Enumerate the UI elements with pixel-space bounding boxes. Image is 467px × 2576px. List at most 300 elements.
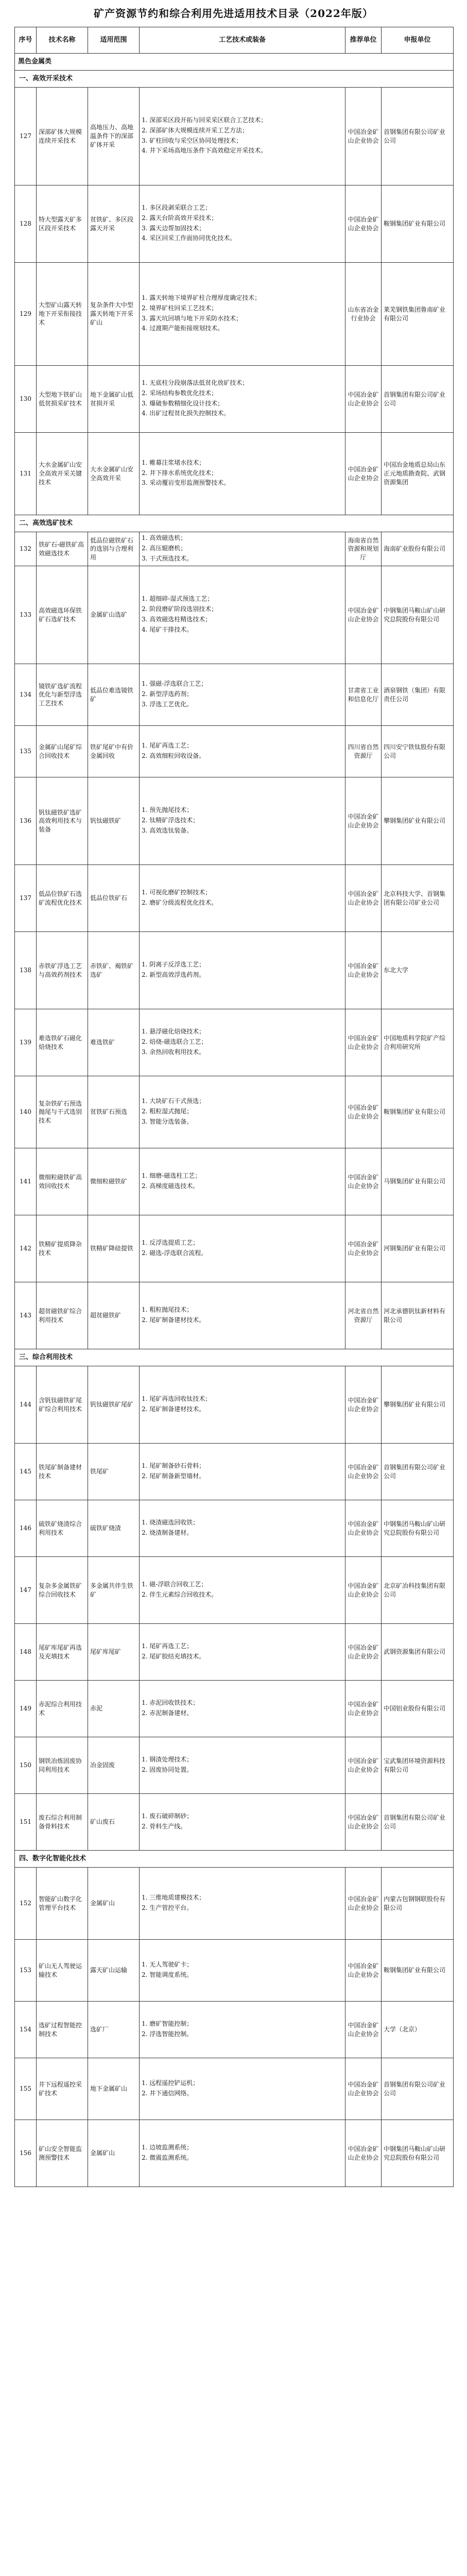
- table-row: [15, 1681, 454, 1737]
- subcategory-label: 四、数字化智能化技术: [15, 1851, 454, 1868]
- recommender-text: 中国冶金矿山企业协会: [345, 1366, 382, 1444]
- table-row: [15, 2058, 454, 2120]
- tech-item: 3. 高效选钛装备。: [142, 826, 193, 834]
- recommender-text: 中国冶金矿山企业协会: [345, 1500, 382, 1557]
- scope-text: 铁精矿降硅提铁: [88, 1215, 140, 1282]
- tech-item: 1. 尾矿制备砂石骨料；: [142, 1462, 205, 1470]
- table-row: [15, 1009, 454, 1076]
- scope-text: 多金属共伴生铁矿: [88, 1557, 140, 1624]
- tech-name: 矿山安全智能监测预警技术: [37, 2120, 88, 2187]
- tech-item: 2. 井下通信网络。: [142, 2089, 193, 2097]
- tech-process-list: [140, 1681, 345, 1737]
- tech-process-list: [140, 865, 345, 932]
- applicant-text: 四川安宁铁钛股份有限公司: [382, 726, 454, 777]
- table-body: [15, 54, 454, 2187]
- row-number: 134: [15, 664, 37, 726]
- tech-item: 2. 高效细粒回收设备。: [142, 752, 205, 759]
- tech-name: 大水金属矿山安全高效开采关键技术: [37, 433, 88, 515]
- row-number: 153: [15, 1940, 37, 2002]
- tech-item: 2. 尾矿制备建材技术。: [142, 1316, 205, 1324]
- tech-name: 大型地下铁矿山低贫损采矿技术: [37, 366, 88, 433]
- tech-name: 尾矿库尾矿再选及充填技术: [37, 1624, 88, 1681]
- catalog-table: [14, 27, 454, 2187]
- tech-item: 1. 尾矿再选工艺；: [142, 742, 193, 750]
- recommender-text: 中国冶金矿山企业协会: [345, 1009, 382, 1076]
- applicant-text: 鞍钢集团矿业有限公司: [382, 185, 454, 263]
- tech-item: 1. 无底柱分段崩落法低贫化放矿技术；: [142, 379, 249, 386]
- tech-name: 大型矿山露天转地下开采衔接技术: [37, 263, 88, 366]
- recommender-text: 中国冶金矿山企业协会: [345, 932, 382, 1009]
- recommender-text: 中国冶金矿山企业协会: [345, 433, 382, 515]
- table-row: [15, 1557, 454, 1624]
- applicant-text: 首钢集团有限公司矿业公司: [382, 366, 454, 433]
- row-number: 141: [15, 1148, 37, 1215]
- recommender-text: 四川省自然资源厅: [345, 726, 382, 777]
- applicant-text: 宝武集团环境资源科技有限公司: [382, 1737, 454, 1794]
- table-row: [15, 2120, 454, 2187]
- row-number: 128: [15, 185, 37, 263]
- row-number: 133: [15, 566, 37, 664]
- tech-item: 2. 浮选智能控制。: [142, 2030, 193, 2038]
- row-number: 151: [15, 1794, 37, 1851]
- scope-text: 钒钛磁铁矿: [88, 777, 140, 865]
- tech-item: 1. 帷幕注浆堵水技术；: [142, 459, 205, 466]
- table-row: [15, 2002, 454, 2058]
- tech-name: 深部矿体大规模连续开采技术: [37, 88, 88, 185]
- tech-item: 1. 粗粒抛尾技术；: [142, 1306, 193, 1314]
- recommender-text: 中国冶金矿山企业协会: [345, 185, 382, 263]
- tech-name: 含钒钛磁铁矿尾矿综合利用技术: [37, 1366, 88, 1444]
- recommender-text: 中国冶金矿山企业协会: [345, 1624, 382, 1681]
- recommender-text: 中国冶金矿山企业协会: [345, 1076, 382, 1148]
- tech-item: 2. 新型浮选药剂；: [142, 690, 193, 698]
- tech-name: 复杂多金属铁矿综合回收技术: [37, 1557, 88, 1624]
- tech-item: 1. 反浮选提质工艺；: [142, 1239, 199, 1247]
- scope-text: 超贫磁铁矿: [88, 1282, 140, 1349]
- scope-text: 赤铁矿、褐铁矿选矿: [88, 932, 140, 1009]
- tech-item: 3. 爆破参数精细化设计技术；: [142, 399, 224, 407]
- row-number: 146: [15, 1500, 37, 1557]
- tech-item: 4. 出矿过程贫化损失控制技术。: [142, 410, 230, 417]
- tech-item: 1. 三维地质建模技术；: [142, 1894, 205, 1902]
- tech-process-list: [140, 1940, 345, 2002]
- tech-process-list: [140, 1444, 345, 1500]
- table-header-row: [15, 27, 454, 54]
- tech-process-list: [140, 1557, 345, 1624]
- recommender-text: 河北省自然资源厅: [345, 1282, 382, 1349]
- row-number: 137: [15, 865, 37, 932]
- row-number: 140: [15, 1076, 37, 1148]
- recommender-text: 中国冶金矿山企业协会: [345, 1681, 382, 1737]
- applicant-text: 北京科技大学、首钢集团有限公司矿业公司: [382, 865, 454, 932]
- row-number: 129: [15, 263, 37, 366]
- subcategory-label: 三、综合利用技术: [15, 1349, 454, 1366]
- applicant-text: 攀钢集团矿业有限公司: [382, 1366, 454, 1444]
- scope-text: 铁尾矿: [88, 1444, 140, 1500]
- subcategory-row: [15, 1349, 454, 1366]
- applicant-text: 首钢集团有限公司矿业公司: [382, 1444, 454, 1500]
- table-row: [15, 185, 454, 263]
- tech-item: 3. 智能分选装备。: [142, 1117, 193, 1125]
- tech-item: 1. 悬浮磁化焙烧技术；: [142, 1028, 205, 1036]
- tech-item: 1. 可视化磨矿控制技术；: [142, 889, 212, 896]
- applicant-text: 首钢集团有限公司矿业公司: [382, 2058, 454, 2120]
- tech-item: 4. 井下采场高地压条件下高效稳定开采技术。: [142, 147, 267, 155]
- scope-text: 低品位难选镜铁矿: [88, 664, 140, 726]
- recommender-text: 甘肃省工业和信息化厅: [345, 664, 382, 726]
- row-number: 156: [15, 2120, 37, 2187]
- table-row: [15, 1148, 454, 1215]
- tech-process-list: [140, 366, 345, 433]
- tech-item: 2. 固废协同处置。: [142, 1766, 193, 1773]
- tech-item: 2. 烧渣制备建材。: [142, 1529, 193, 1536]
- row-number: 152: [15, 1868, 37, 1940]
- applicant-text: 中国冶金地质总局山东正元地质勘查院、武钢资源集团: [382, 433, 454, 515]
- tech-process-list: [140, 1076, 345, 1148]
- applicant-text: 马钢集团矿业有限公司: [382, 1148, 454, 1215]
- row-number: 138: [15, 932, 37, 1009]
- recommender-text: 中国冶金矿山企业协会: [345, 1444, 382, 1500]
- tech-item: 2. 深部矿体大规模连续开采工艺方法；: [142, 126, 249, 134]
- tech-item: 1. 细磨-磁选柱工艺；: [142, 1172, 201, 1180]
- applicant-text: 北京矿冶科技集团有限公司: [382, 1557, 454, 1624]
- tech-item: 2. 高压辊磨机；: [142, 544, 187, 552]
- tech-process-list: [140, 1148, 345, 1215]
- scope-text: 大水金属矿山安全高效开采: [88, 433, 140, 515]
- tech-item: 2. 境界矿柱回采工艺技术；: [142, 304, 218, 312]
- table-row: [15, 263, 454, 366]
- row-number: 150: [15, 1737, 37, 1794]
- tech-name: 选矿过程智能控制技术: [37, 2002, 88, 2058]
- applicant-text: 首钢集团有限公司矿业公司: [382, 1794, 454, 1851]
- tech-item: 2. 焙烧-磁选联合工艺；: [142, 1038, 207, 1045]
- table-row: [15, 932, 454, 1009]
- tech-name: 矿山无人驾驶运输技术: [37, 1940, 88, 2002]
- tech-item: 1. 大块矿石干式预选；: [142, 1097, 205, 1105]
- scope-text: 选矿厂: [88, 2002, 140, 2058]
- tech-process-list: [140, 777, 345, 865]
- applicant-text: 中钢集团马鞍山矿山研究总院股份有限公司: [382, 566, 454, 664]
- scope-text: 铁矿尾矿中有价金属回收: [88, 726, 140, 777]
- applicant-text: 东北大学: [382, 932, 454, 1009]
- tech-item: 1. 边坡监测系统；: [142, 2144, 193, 2151]
- tech-item: 2. 智能调度系统。: [142, 1971, 193, 1978]
- tech-process-list: [140, 88, 345, 185]
- recommender-text: 中国冶金矿山企业协会: [345, 2120, 382, 2187]
- tech-item: 3. 矿柱回收与采空区协同处理技术；: [142, 137, 243, 144]
- applicant-text: 鞍钢集团矿业有限公司: [382, 1940, 454, 2002]
- row-number: 130: [15, 366, 37, 433]
- applicant-text: 内蒙古包钢钢联股份有限公司: [382, 1868, 454, 1940]
- col-header-scope: 适用范围: [88, 27, 140, 54]
- tech-item: 2. 生产管控平台。: [142, 1904, 193, 1911]
- scope-text: 尾矿库尾矿: [88, 1624, 140, 1681]
- recommender-text: 中国冶金矿山企业协会: [345, 1868, 382, 1940]
- tech-item: 2. 微震监测系统。: [142, 2154, 193, 2161]
- scope-text: 硫铁矿烧渣: [88, 1500, 140, 1557]
- tech-process-list: [140, 1794, 345, 1851]
- tech-process-list: [140, 1500, 345, 1557]
- tech-name: 铁精矿提质降杂技术: [37, 1215, 88, 1282]
- scope-text: 矿山废石: [88, 1794, 140, 1851]
- row-number: 149: [15, 1681, 37, 1737]
- tech-name: 智能矿山数字化管理平台技术: [37, 1868, 88, 1940]
- tech-item: 1. 深部采区段开拓与回采采区联合工艺技术；: [142, 116, 267, 124]
- row-number: 131: [15, 433, 37, 515]
- subcategory-row: [15, 1851, 454, 1868]
- scope-text: 地下金属矿山低贫损开采: [88, 366, 140, 433]
- col-header-recommender: 推荐单位: [345, 27, 382, 54]
- table-row: [15, 366, 454, 433]
- recommender-text: 中国冶金矿山企业协会: [345, 1737, 382, 1794]
- tech-item: 1. 废石破碎制砂；: [142, 1812, 193, 1820]
- recommender-text: 中国冶金矿山企业协会: [345, 566, 382, 664]
- scope-text: 复杂条件大中型露天转地下开采矿山: [88, 263, 140, 366]
- recommender-text: 中国冶金矿山企业协会: [345, 2002, 382, 2058]
- recommender-text: 中国冶金矿山企业协会: [345, 1557, 382, 1624]
- recommender-text: 中国冶金矿山企业协会: [345, 1940, 382, 2002]
- tech-item: 1. 磁-浮联合回收工艺；: [142, 1581, 207, 1588]
- tech-item: 2. 磁选-浮选联合流程。: [142, 1249, 207, 1257]
- tech-item: 4. 采区回采工作面协同优化技术。: [142, 234, 236, 242]
- row-number: 145: [15, 1444, 37, 1500]
- tech-item: 1. 强磁-浮选联合工艺；: [142, 680, 207, 688]
- tech-name: 钒钛磁铁矿选矿高效利用技术与装备: [37, 777, 88, 865]
- scope-text: 露天矿山运输: [88, 1940, 140, 2002]
- tech-name: 钢铁冶炼固废协同利用技术: [37, 1737, 88, 1794]
- tech-name: 金属矿山尾矿综合回收技术: [37, 726, 88, 777]
- col-header-applicant: 申报单位: [382, 27, 454, 54]
- recommender-text: 山东省冶金行业协会: [345, 263, 382, 366]
- tech-item: 1. 烧渣磁选回收铁；: [142, 1519, 199, 1527]
- tech-item: 2. 露天台阶高效开采技术；: [142, 214, 218, 222]
- tech-process-list: [140, 1215, 345, 1282]
- tech-name: 赤铁矿浮选工艺与高效药剂技术: [37, 932, 88, 1009]
- tech-name: 高效磁选环保铁矿石选矿技术: [37, 566, 88, 664]
- subcategory-label: 二、高效选矿技术: [15, 515, 454, 532]
- tech-item: 1. 阴离子反浮选工艺；: [142, 961, 205, 969]
- table-row: [15, 1868, 454, 1940]
- applicant-text: 大学（北京）: [382, 2002, 454, 2058]
- tech-name: 低品位铁矿石选矿流程优化技术: [37, 865, 88, 932]
- tech-name: 废石综合利用制备骨料技术: [37, 1794, 88, 1851]
- row-number: 127: [15, 88, 37, 185]
- table-row: [15, 777, 454, 865]
- col-header-no: 序号: [15, 27, 37, 54]
- tech-name: 超贫磁铁矿综合利用技术: [37, 1282, 88, 1349]
- recommender-text: 中国冶金矿山企业协会: [345, 2058, 382, 2120]
- table-row: [15, 1500, 454, 1557]
- tech-item: 1. 高效磁选机；: [142, 534, 187, 541]
- scope-text: 低品位铁矿石: [88, 865, 140, 932]
- scope-text: 金属矿山: [88, 2120, 140, 2187]
- tech-item: 2. 新型高效浮选药剂。: [142, 971, 205, 978]
- tech-process-list: [140, 1737, 345, 1794]
- tech-item: 2. 粗粒湿式抛尾；: [142, 1107, 193, 1115]
- row-number: 142: [15, 1215, 37, 1282]
- tech-item: 3. 露天坑回填与地下开采防水技术；: [142, 314, 243, 322]
- tech-process-list: [140, 433, 345, 515]
- row-number: 143: [15, 1282, 37, 1349]
- tech-name: 硫铁矿烧渣综合利用技术: [37, 1500, 88, 1557]
- tech-item: 1. 钢渣处理技术；: [142, 1756, 193, 1764]
- table-row: [15, 1366, 454, 1444]
- row-number: 148: [15, 1624, 37, 1681]
- tech-item: 4. 过渡期产能衔接规划技术。: [142, 325, 224, 332]
- tech-item: 1. 赤泥回收铁技术；: [142, 1699, 199, 1707]
- recommender-text: 中国冶金矿山企业协会: [345, 88, 382, 185]
- tech-item: 2. 尾矿胶结充填技术。: [142, 1652, 205, 1660]
- tech-process-list: [140, 932, 345, 1009]
- scope-text: 高地压力、高地温条件下的深部矿体开采: [88, 88, 140, 185]
- row-number: 135: [15, 726, 37, 777]
- tech-item: 2. 井下排水系统优化技术；: [142, 469, 218, 477]
- applicant-text: 武钢资源集团有限公司: [382, 1624, 454, 1681]
- applicant-text: 攀钢集团矿业有限公司: [382, 777, 454, 865]
- subcategory-row: [15, 71, 454, 88]
- tech-item: 2. 采场结构参数优化技术；: [142, 389, 218, 397]
- table-row: [15, 726, 454, 777]
- tech-process-list: [140, 185, 345, 263]
- tech-item: 2. 尾矿制备新型墙材。: [142, 1472, 205, 1480]
- tech-process-list: [140, 1282, 345, 1349]
- tech-process-list: [140, 2002, 345, 2058]
- tech-item: 3. 余热回收利用技术。: [142, 1048, 205, 1056]
- applicant-text: 中钢集团马鞍山矿山研究总院股份有限公司: [382, 1500, 454, 1557]
- tech-name: 特大型露天矿多区段开采技术: [37, 185, 88, 263]
- table-row: [15, 865, 454, 932]
- tech-item: 2. 伴生元素综合回收技术。: [142, 1590, 218, 1598]
- tech-item: 1. 无人驾驶矿卡；: [142, 1961, 193, 1969]
- tech-item: 1. 远程遥控铲运机；: [142, 2079, 199, 2087]
- tech-process-list: [140, 664, 345, 726]
- tech-process-list: [140, 1868, 345, 1940]
- table-row: [15, 664, 454, 726]
- tech-item: 4. 尾矿干排技术。: [142, 625, 193, 633]
- document-title: 矿产资源节约和综合利用先进适用技术目录（2022年版）: [94, 7, 373, 20]
- recommender-text: 中国冶金矿山企业协会: [345, 1215, 382, 1282]
- tech-item: 3. 干式预选技术。: [142, 554, 193, 562]
- table-row: [15, 1737, 454, 1794]
- applicant-text: 莱芜钢铁集团鲁南矿业有限公司: [382, 263, 454, 366]
- table-row: [15, 1076, 454, 1148]
- recommender-text: 中国冶金矿山企业协会: [345, 865, 382, 932]
- category-label: 黑色金属类: [15, 54, 454, 71]
- recommender-text: 中国冶金矿山企业协会: [345, 366, 382, 433]
- tech-name: 复杂铁矿石预选抛尾与干式选别技术: [37, 1076, 88, 1148]
- row-number: 154: [15, 2002, 37, 2058]
- scope-text: 贫铁矿、多区段露天开采: [88, 185, 140, 263]
- row-number: 136: [15, 777, 37, 865]
- scope-text: 赤泥: [88, 1681, 140, 1737]
- tech-item: 2. 骨料生产线。: [142, 1822, 187, 1830]
- tech-item: 1. 磨矿智能控制；: [142, 2020, 193, 2028]
- tech-item: 1. 尾矿再选回收钛技术；: [142, 1395, 212, 1403]
- tech-process-list: [140, 1366, 345, 1444]
- tech-item: 1. 尾矿再选工艺；: [142, 1642, 193, 1650]
- applicant-text: 河北承德钒钛新材料有限公司: [382, 1282, 454, 1349]
- table-row: [15, 566, 454, 664]
- applicant-text: 中国铝业股份有限公司: [382, 1681, 454, 1737]
- tech-process-list: [140, 2120, 345, 2187]
- tech-name: 铁尾矿制备建材技术: [37, 1444, 88, 1500]
- applicant-text: 海南矿业股份有限公司: [382, 532, 454, 566]
- table-row: [15, 1624, 454, 1681]
- scope-text: 金属矿山选矿: [88, 566, 140, 664]
- recommender-text: 中国冶金矿山企业协会: [345, 1148, 382, 1215]
- col-header-tech: 工艺技术或装备: [140, 27, 345, 54]
- tech-name: 铁矿石-磁铁矿高效磁选技术: [37, 532, 88, 566]
- scope-text: 贫铁矿石预选: [88, 1076, 140, 1148]
- scope-text: 冶金固废: [88, 1737, 140, 1794]
- recommender-text: 中国冶金矿山企业协会: [345, 777, 382, 865]
- scope-text: 难选铁矿: [88, 1009, 140, 1076]
- tech-process-list: [140, 2058, 345, 2120]
- tech-process-list: [140, 1009, 345, 1076]
- applicant-text: 鞍钢集团矿业有限公司: [382, 1076, 454, 1148]
- table-row: [15, 88, 454, 185]
- tech-item: 2. 高梯度磁选技术。: [142, 1182, 199, 1190]
- tech-item: 3. 浮选工艺优化。: [142, 700, 193, 708]
- tech-process-list: [140, 566, 345, 664]
- table-row: [15, 532, 454, 566]
- tech-name: 微细粒磁铁矿高效回收技术: [37, 1148, 88, 1215]
- tech-item: 3. 露天边帮加固技术；: [142, 224, 205, 232]
- tech-item: 1. 预先抛尾技术；: [142, 806, 193, 814]
- recommender-text: 中国冶金矿山企业协会: [345, 1794, 382, 1851]
- table-row: [15, 433, 454, 515]
- tech-item: 2. 尾矿制备建材技术。: [142, 1405, 205, 1413]
- tech-name: 井下远程遥控采矿技术: [37, 2058, 88, 2120]
- tech-name: 镜铁矿选矿流程优化与新型浮选工艺技术: [37, 664, 88, 726]
- tech-item: 2. 钛精矿浮选技术；: [142, 816, 199, 824]
- category-row: [15, 54, 454, 71]
- tech-item: 2. 磨矿分级流程优化技术。: [142, 899, 218, 906]
- tech-item: 2. 赤泥制备建材。: [142, 1709, 193, 1717]
- scope-text: 金属矿山: [88, 1868, 140, 1940]
- table-row: [15, 1282, 454, 1349]
- tech-process-list: [140, 726, 345, 777]
- tech-name: 赤泥综合利用技术: [37, 1681, 88, 1737]
- table-row: [15, 1215, 454, 1282]
- tech-item: 1. 露天转地下境界矿柱合理厚度确定技术；: [142, 294, 261, 301]
- scope-text: 低品位磁铁矿石的选别与合理利用: [88, 532, 140, 566]
- row-number: 144: [15, 1366, 37, 1444]
- recommender-text: 海南省自然资源和规划厅: [345, 532, 382, 566]
- applicant-text: 中国地质科学院矿产综合利用研究所: [382, 1009, 454, 1076]
- row-number: 147: [15, 1557, 37, 1624]
- tech-process-list: [140, 532, 345, 566]
- subcategory-row: [15, 515, 454, 532]
- subcategory-label: 一、高效开采技术: [15, 71, 454, 88]
- applicant-text: 首钢集团有限公司矿业公司: [382, 88, 454, 185]
- applicant-text: 中钢集团马鞍山矿山研究总院股份有限公司: [382, 2120, 454, 2187]
- table-row: [15, 1940, 454, 2002]
- tech-process-list: [140, 1624, 345, 1681]
- tech-process-list: [140, 263, 345, 366]
- scope-text: 微细粒磁铁矿: [88, 1148, 140, 1215]
- row-number: 155: [15, 2058, 37, 2120]
- applicant-text: 河钢集团矿业有限公司: [382, 1215, 454, 1282]
- tech-item: 3. 高效磁选柱精选技术；: [142, 615, 212, 623]
- scope-text: 钒钛磁铁矿尾矿: [88, 1366, 140, 1444]
- tech-item: 3. 采动覆岩变形监测预警技术。: [142, 479, 230, 487]
- row-number: 139: [15, 1009, 37, 1076]
- tech-name: 难选铁矿石磁化焙烧技术: [37, 1009, 88, 1076]
- table-row: [15, 1794, 454, 1851]
- tech-item: 2. 阶段磨矿阶段选别技术；: [142, 605, 218, 613]
- col-header-name: 技术名称: [37, 27, 88, 54]
